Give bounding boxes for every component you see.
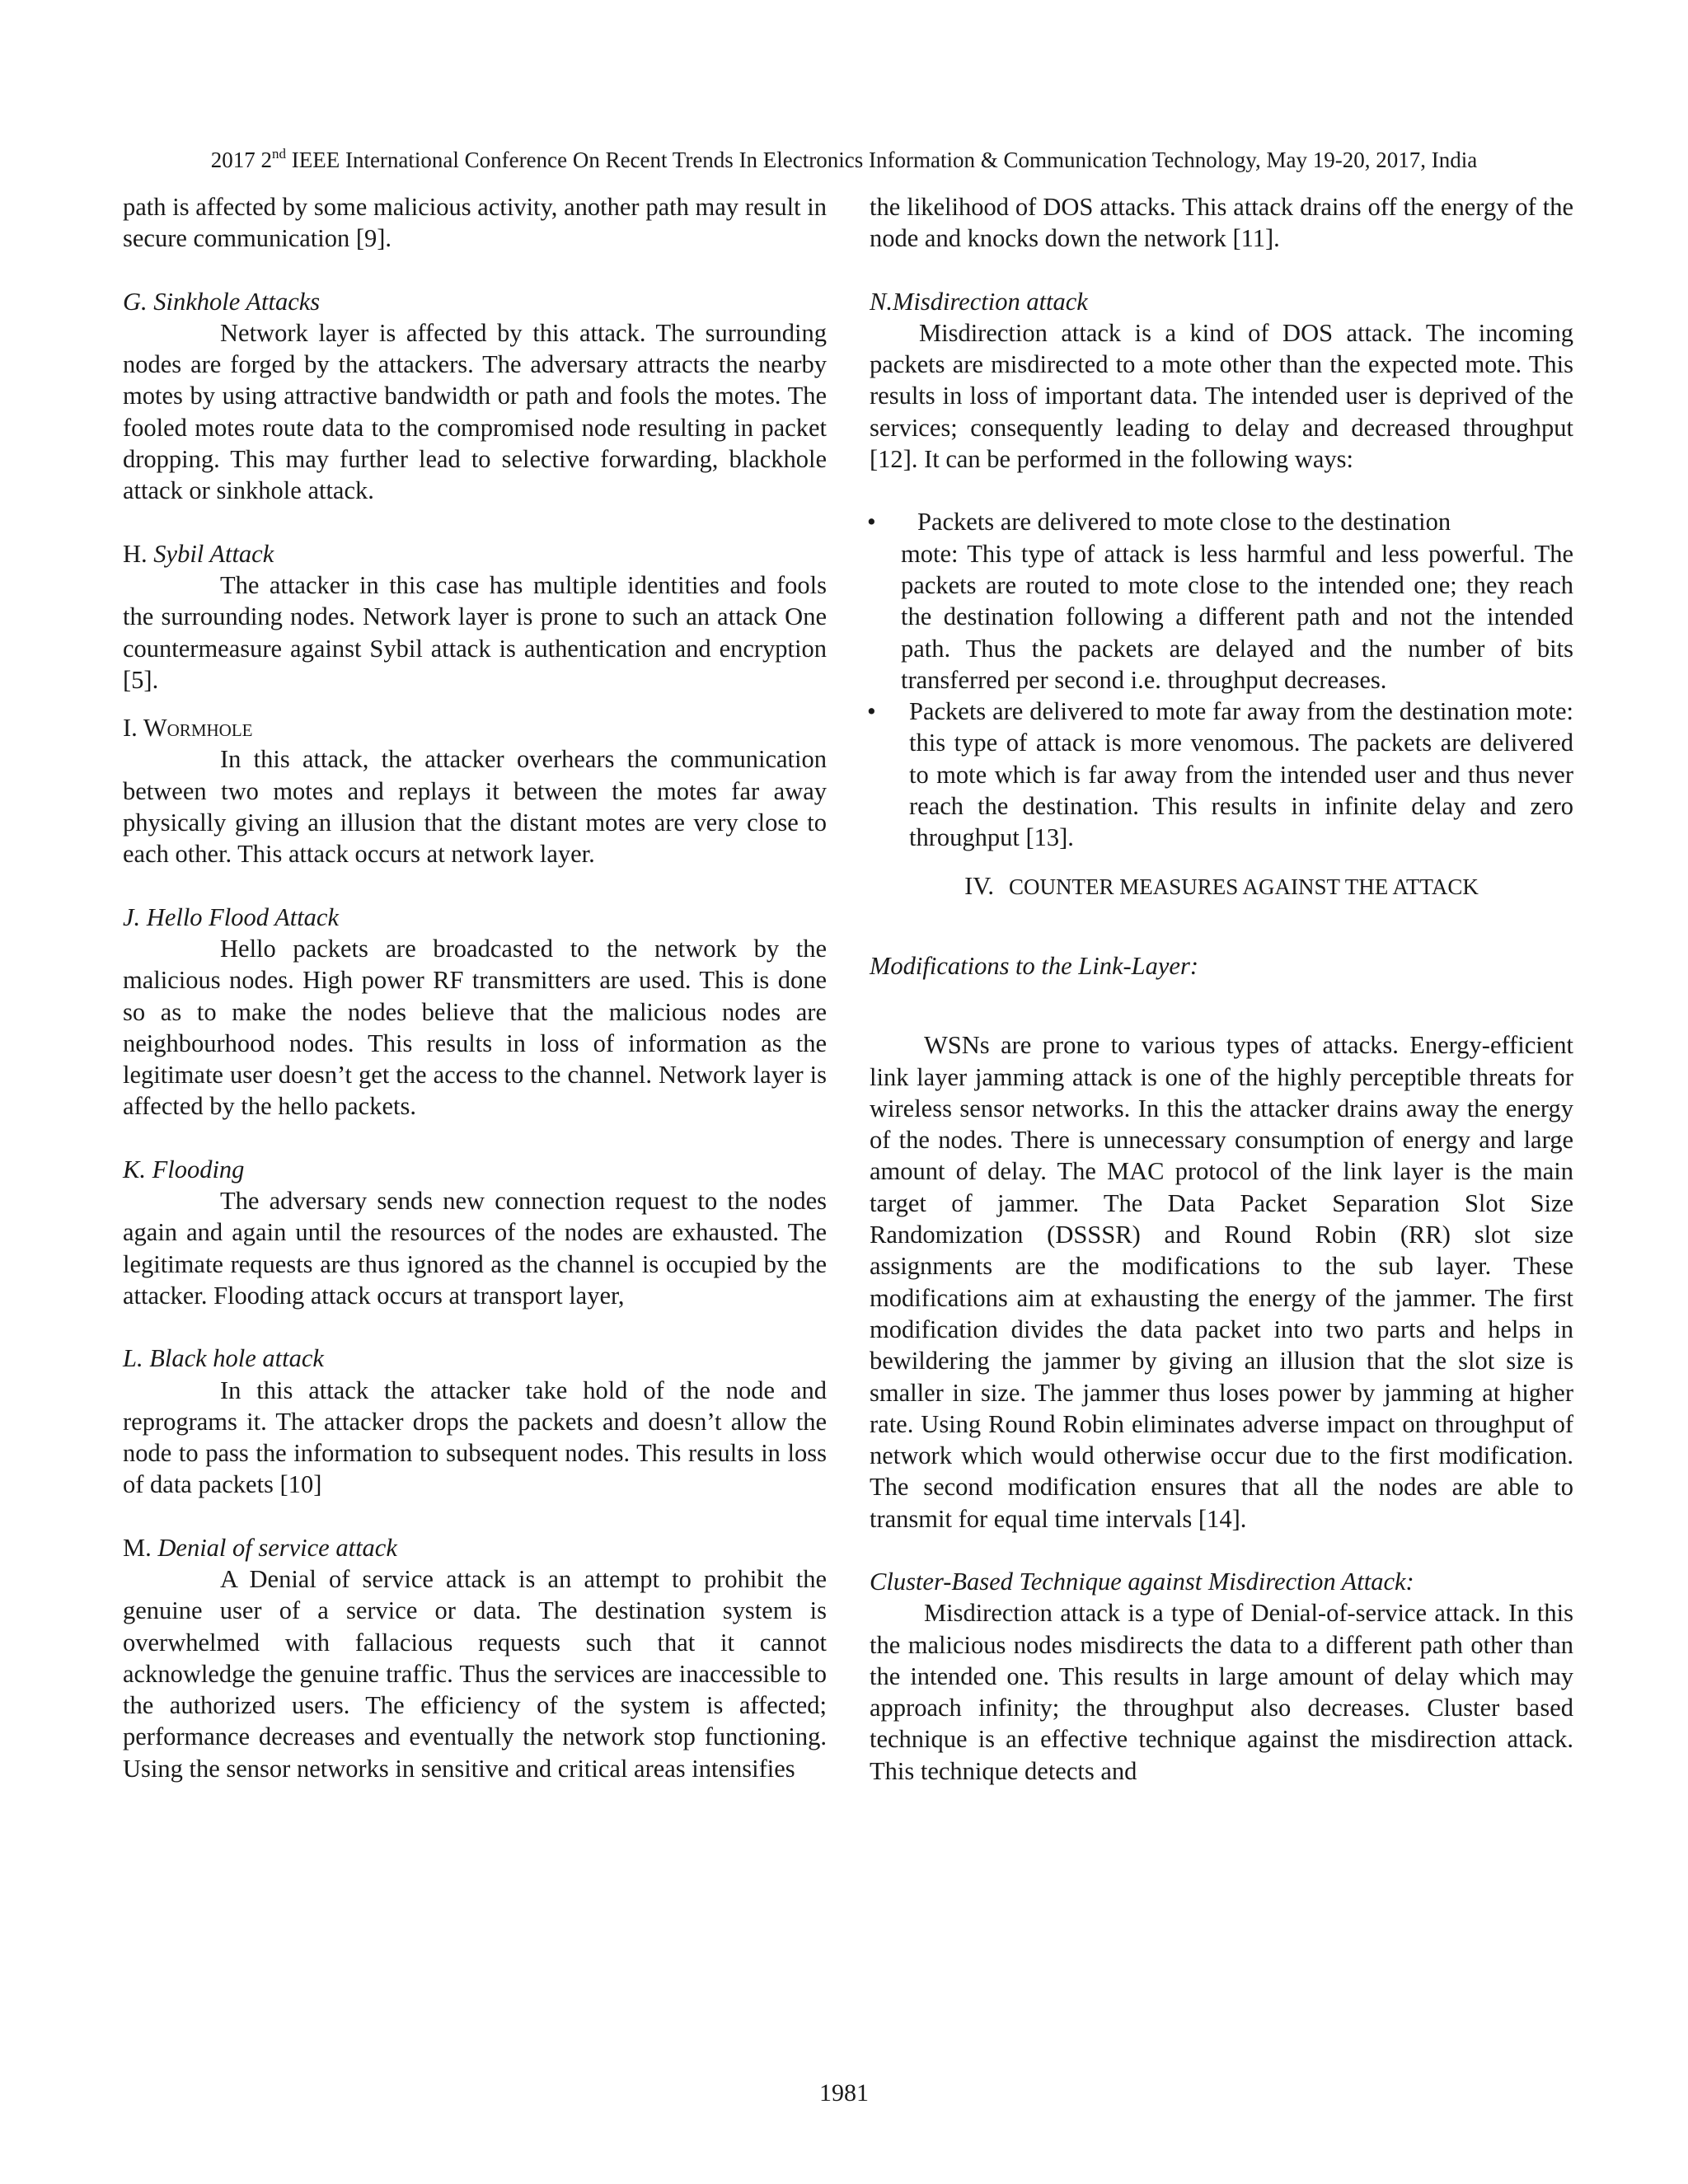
section-heading-dos [123, 1532, 827, 1563]
paragraph-wormhole: In this attack, the attacker overhears the communication between two motes and replays it between the motes far away physically giving an illusion that the distant motes are very close to each other. This attack occurs at network layer. [123, 745, 827, 869]
paragraph-sybil: The attacker in this case has multiple identities and fools the surrounding nodes. Network layer is prone to such an attack One countermeasure against Sybil attack is authentication and encryption [5]. [123, 570, 827, 694]
left-column [123, 191, 827, 1784]
right-column [867, 191, 1573, 1787]
sybil-title: Sybil Attack [153, 539, 274, 568]
bullet-text: mote: This type of attack is less harmful and less powerful. The packets are routed to mote close to the intended one; they reach the destination following a different path and not the intended path. Thus the packets are delayed and the number of bits transferred per second i.e. throughput decreases. [901, 539, 1573, 694]
section-heading-cluster: Cluster-Based Technique against Misdirection Attack: [870, 1567, 1414, 1596]
section-title-text: COUNTER MEASURES AGAINST THE ATTACK [1009, 874, 1479, 899]
bullet-icon: • [867, 508, 876, 537]
bullet-text: Packets are delivered to mote far away from the destination mote: this type of attack is more venomous. The packets are delivered to mote which is far away from the intended user and thus never reach the destination. This results in infinite delay and zero throughput [13]. [909, 697, 1573, 852]
section-heading-sinkhole: G. Sinkhole Attacks [123, 287, 321, 316]
continued-paragraph-right: the likelihood of DOS attacks. This attack drains off the energy of the node and knocks down the network [11]. [870, 193, 1573, 253]
sybil-prefix: H. [123, 539, 154, 568]
paragraph-cluster: Misdirection attack is a type of Denial-of-service attack. In this the malicious nodes misdirects the data to a different path other than the intended one. This results in large amount of delay which may approach infinity; the throughput also decreases. Cluster based technique is an effective technique against the misdirection attack. This technique detects and [870, 1599, 1573, 1785]
misdirection-ways-list [867, 506, 1573, 853]
running-header [0, 145, 1688, 175]
paragraph-black-hole: In this attack the attacker take hold of the node and reprograms it. The attacker drops the packets and doesn’t allow the node to pass the information to subsequent nodes. This results in loss of data packets [10] [123, 1376, 827, 1499]
section-heading-wormhole: I. Wormhole [123, 714, 253, 743]
paragraph-link-layer: WSNs are prone to various types of attacks. Energy-efficient link layer jamming attack is one of the highly perceptible threats for wireless sensor networks. In this the attacker drains away the energy of the nodes. There is unnecessary consumption of energy and large amount of delay. The MAC protocol of the link layer is the main target of jammer. The Data Packet Separation Slot Size Randomization (DSSSR) and Round Robin (RR) slot size assignments are the modifications to the sub layer. These modifications aim at exhausting the energy of the jammer. The first modification divides the data packet into two parts and helps in bewildering the jammer by giving an illusion that the slot size is smaller in size. The jammer thus loses power by jamming at higher rate. Using Round Robin eliminates adverse impact on throughput of network which would otherwise occur due to the first modification. The second modification ensures that all the nodes are able to transmit for equal time intervals [14]. [870, 1031, 1573, 1533]
dos-title: Denial of service attack [157, 1533, 397, 1562]
bullet-icon: • [867, 697, 876, 726]
bullet-first-line: Packets are delivered to mote close to the destination [917, 508, 1451, 537]
section-heading-misdirection: N.Misdirection attack [870, 287, 1088, 316]
page-number: 1981 [819, 2079, 869, 2107]
paragraph-sinkhole: Network layer is affected by this attack. The surrounding nodes are forged by the attackers. The adversary attracts the nearby motes by using attractive bandwidth or path and fools the motes. The fooled motes route data to the compromised node resulting in packet dropping. This may further lead to selective forwarding, blackhole attack or sinkhole attack. [123, 318, 827, 505]
section-heading-flooding: K. Flooding [123, 1155, 245, 1183]
section-title-counter-measures [870, 870, 1573, 902]
paragraph-dos: A Denial of service attack is an attempt to prohibit the genuine user of a service or data. The destination system is overwhelmed with fallacious requests such that it cannot acknowledge the genuine traffic. Thus the services are inaccessible to the authorized users. The efficiency of the system is affected; performance decreases and eventually the network stop functioning. Using the sensor networks in sensitive and critical areas intensifies [123, 1564, 827, 1783]
paragraph-flooding: The adversary sends new connection request to the nodes again and again until the resources of the nodes are exhausted. The legitimate requests are thus ignored as the channel is occupied by the attacker. Flooding attack occurs at transport layer, [123, 1187, 827, 1310]
paragraph-hello-flood: Hello packets are broadcasted to the network by the malicious nodes. High power RF transmitters are used. This is done so as to make the nodes believe that the malicious nodes are neighbourhood nodes. This results in loss of information as the legitimate user doesn’t get the access to the channel. Network layer is affected by the hello packets. [123, 934, 827, 1121]
list-item [867, 506, 1573, 696]
dos-prefix: M. [123, 1533, 158, 1562]
section-heading-sybil [123, 538, 827, 569]
section-heading-hello-flood: J. Hello Flood Attack [123, 902, 340, 931]
running-header-year: 2017 2 [210, 148, 272, 172]
section-number: IV. [964, 871, 994, 900]
running-header-ordinal: nd [271, 146, 286, 162]
section-heading-link-layer: Modifications to the Link-Layer: [870, 951, 1198, 980]
list-item [867, 696, 1573, 853]
section-heading-black-hole: L. Black hole attack [123, 1344, 324, 1373]
continued-paragraph: path is affected by some malicious activity, another path may result in secure communication [9]. [123, 193, 827, 253]
paragraph-misdirection: Misdirection attack is a kind of DOS attack. The incoming packets are misdirected to a mote other than the expected mote. This results in loss of important data. The intended user is deprived of the services; consequently leading to delay and decreased throughput [12]. It can be performed in the following ways: [870, 318, 1573, 474]
running-header-conference: IEEE International Conference On Recent Trends In Electronics Information & Communication Technology, May 19-20, 2017, India [285, 148, 1478, 172]
